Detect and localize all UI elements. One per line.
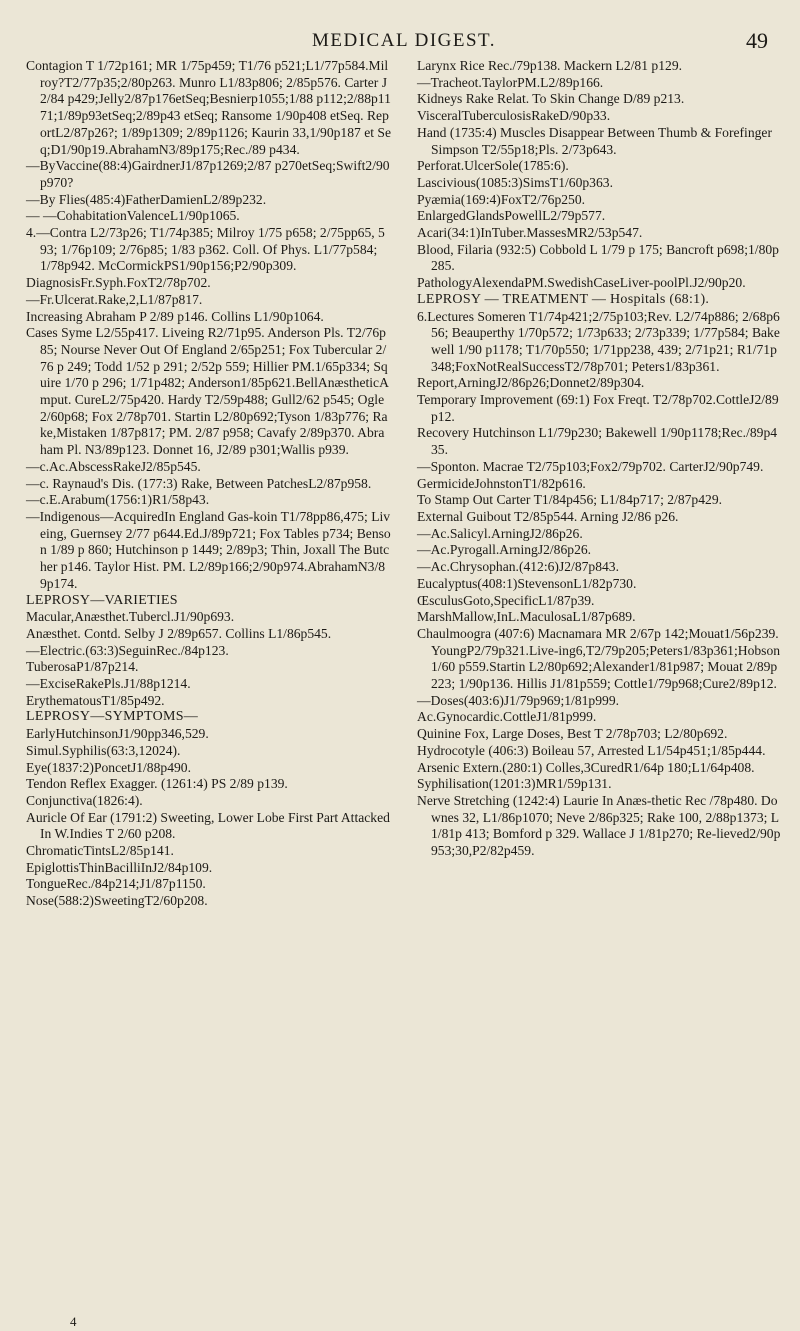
index-entry: 4.—Contra L2/73p26; T1/74p385; Milroy 1/75 p658; 2/75pp65, 593; 1/76p109; 2/76p85; 1/83 p362. Coll. Of Phys. L1/77p584; 1/78p942. McCormickPS1/90p156;P2/90p309. — [26, 225, 385, 274]
index-entry: —Doses(403:6)J1/79p969;1/81p999. — [417, 692, 620, 708]
index-entry: LEPROSY — TREATMENT — Hospitals (68:1). — [417, 291, 710, 307]
index-entry: EpiglottisThinBacilliInJ2/84p109. — [26, 859, 213, 875]
index-entry: MarshMallow,InL.MaculosaL1/87p689. — [417, 609, 636, 625]
index-entry: Chaulmoogra (407:6) Macnamara MR 2/67p 142;Mouat1/56p239.YoungP2/79p321.Live-ing6,T2/79p205;Peters1/83p361;Hobson1/60 p559.Startin L2/80p692;Alexander1/81p987; Mouat 2/89p223; 1/90p136. Hillis J1/81p559; Cottle1/79p968;Cure2/89p12. — [417, 625, 781, 692]
right-column — [417, 58, 782, 910]
index-entry: LEPROSY—VARIETIES — [26, 592, 178, 608]
index-entry: —Electric.(63:3)SeguinRec./84p123. — [26, 642, 229, 658]
index-entry: Macular,Anæsthet.Tubercl.J1/90p693. — [26, 609, 235, 625]
index-entry: Anæsthet. Contd. Selby J 2/89p657. Collins L1/86p545. — [26, 625, 332, 641]
index-entry: Syphilisation(1201:3)MR1/59p131. — [417, 776, 612, 792]
index-entry: —ByVaccine(88:4)GairdnerJ1/87p1269;2/87 p270etSeq;Swift2/90p970? — [26, 158, 390, 190]
index-entry: TongueRec./84p214;J1/87p1150. — [26, 876, 206, 892]
index-entry: — —CohabitationValenceL1/90p1065. — [26, 208, 240, 224]
printer-signature: 4 — [70, 1314, 77, 1329]
index-entry: Hand (1735:4) Muscles Disappear Between Thumb & Forefinger Simpson T2/55p18;Pls. 2/73p643. — [417, 124, 772, 157]
index-entry: Lascivious(1085:3)SimsT1/60p363. — [417, 174, 613, 190]
page-number: 49 — [746, 28, 768, 53]
index-entry: Perforat.UlcerSole(1785:6). — [417, 158, 569, 174]
index-entry: Contagion T 1/72p161; MR 1/75p459; T1/76 p521;L1/77p584.Milroy?T2/77p35;2/80p263. Munro L1/83p806; 2/85p576. Carter J2/84 p429;Jelly2/87p176etSeq;Besnierp1055;1/88 p112;2/88p1171;1/89p93etSeq;2/89p43 etSeq; Ransome 1/90p408 etSeq. ReportL2/87p26?; 1/89p1309; 2/89p1126; Kaurin 33,1/90p187 et Seq;D1/90p19.AbrahamN3/89p175;Rec./89 p434. — [26, 58, 392, 157]
index-entry: Larynx Rice Rec./79p138. Mackern L2/81 p129. — [417, 58, 683, 73]
index-entry: Conjunctiva(1826:4). — [26, 792, 143, 808]
index-entry: LEPROSY—SYMPTOMS— — [26, 709, 199, 725]
index-entry: Increasing Abraham P 2/89 p146. Collins L1/90p1064. — [26, 308, 324, 324]
index-entry: Report,ArningJ2/86p26;Donnet2/89p304. — [417, 375, 645, 391]
index-entry: PathologyAlexendaPM.SwedishCaseLiver-poolPl.J2/90p20. — [417, 275, 746, 291]
index-entry: EarlyHutchinsonJ1/90pp346,529. — [26, 726, 209, 742]
index-entry: —By Flies(485:4)FatherDamienL2/89p232. — [26, 191, 267, 207]
index-entry: Nose(588:2)SweetingT2/60p208. — [26, 893, 208, 909]
index-entry: ChromaticTintsL2/85p141. — [26, 843, 174, 859]
index-entry: External Guibout T2/85p544. Arning J2/86 p26. — [417, 508, 679, 524]
page-header — [26, 0, 782, 58]
index-entry: GermicideJohnstonT1/82p616. — [417, 475, 586, 491]
running-title: MEDICAL DIGEST. — [312, 30, 496, 51]
index-entry: —Sponton. Macrae T2/75p103;Fox2/79p702. CarterJ2/90p749. — [417, 458, 764, 474]
index-columns — [26, 58, 782, 910]
index-entry: 6.Lectures Someren T1/74p421;2/75p103;Rev. L2/74p886; 2/68p656; Beauperthy 1/70p572; 1/73p633; 2/73p339; 1/77p584; Bakewell 1/90 p1178; T1/70p550; 1/71pp238, 439; 2/71p21; R1/71p348;FoxNotRealSuccessT2/78p701; Peters1/83p361. — [417, 308, 780, 374]
index-entry: Quinine Fox, Large Doses, Best T 2/78p703; L2/80p692. — [417, 726, 728, 742]
index-entry: Auricle Of Ear (1791:2) Sweeting, Lower Lobe First Part Attacked In W.Indies T 2/60 p208. — [26, 809, 390, 842]
index-entry: Acari(34:1)InTuber.MassesMR2/53p547. — [417, 225, 643, 241]
index-entry: —c. Raynaud's Dis. (177:3) Rake, Between PatchesL2/87p958. — [26, 475, 372, 491]
index-entry: —Fr.Ulcerat.Rake,2,L1/87p817. — [26, 291, 203, 307]
index-entry: Eye(1837:2)PoncetJ1/88p490. — [26, 759, 191, 775]
index-entry: TuberosaP1/87p214. — [26, 659, 139, 675]
index-entry: Tendon Reflex Exagger. (1261:4) PS 2/89 p139. — [26, 776, 288, 792]
index-entry: To Stamp Out Carter T1/84p456; L1/84p717; 2/87p429. — [417, 492, 723, 508]
index-entry: —Tracheot.TaylorPM.L2/89p166. — [417, 74, 604, 90]
index-entry: Arsenic Extern.(280:1) Colles,3CuredR1/64p 180;L1/64p408. — [417, 759, 755, 775]
index-entry: Temporary Improvement (69:1) Fox Freqt. T2/78p702.CottleJ2/89p12. — [417, 392, 779, 424]
index-entry: VisceralTuberculosisRakeD/90p33. — [417, 108, 611, 124]
index-entry: —c.Ac.AbscessRakeJ2/85p545. — [26, 458, 201, 474]
index-entry: Nerve Stretching (1242:4) Laurie In Anæs-thetic Rec /78p480. Downes 32, L1/86p1070; Neve 2/86p325; Rake 100, 2/88p1373; L1/81p 413; Bomford p 329. Wallace J 1/81p270; Re-lieved2/90p953;30,P2/82p459. — [417, 792, 781, 859]
index-entry: —Ac.Salicyl.ArningJ2/86p26. — [417, 525, 583, 541]
index-entry: EnlargedGlandsPowellL2/79p577. — [417, 208, 606, 224]
index-entry: ErythematousT1/85p492. — [26, 692, 165, 708]
index-entry: —Ac.Pyrogall.ArningJ2/86p26. — [417, 542, 592, 558]
index-entry: Cases Syme L2/55p417. Liveing R2/71p95. Anderson Pls. T2/76p85; Nourse Never Out Of England 2/65p251; Fox Tubercular 2/76 p 249; Todd 1/52 p 291; 2/52p 559; Hillier PM.1/65p334; Squire 1/70 p 296; 1/71p482; Anderson1/85p621.BellAnæstheticAmput. CureL2/75p420. Hardy T2/59p488; Gull2/62 p545; Ogle 2/60p68; Fox 2/78p701. Startin L2/80p692;Tyson 1/83p776; Rake,Mistaken 1/87p817; PM. 2/87 p958; Cavafy 2/89p370. Abraham Pl. N3/89p123. Donnet 16, J2/89 p301;Wallis p939. — [26, 325, 389, 458]
index-entry: —Indigenous—AcquiredIn England Gas-koin T1/78pp86,475; Liveing, Guernsey 2/77 p644.Ed.J/89p721; Fox Tables p734; Benson 1/89 p 860; Hutchinson p 1449; 2/89p3; Thin, Joxall The Butcher p146. Taylor Hist. PM. L2/89p166;2/90p974.AbrahamN3/89p174. — [26, 508, 391, 591]
index-entry: ŒsculusGoto,SpecificL1/87p39. — [417, 592, 595, 608]
index-entry: Kidneys Rake Relat. To Skin Change D/89 p213. — [417, 91, 685, 107]
index-entry: —ExciseRakePls.J1/88p1214. — [26, 676, 191, 692]
index-entry: —Ac.Chrysophan.(412:6)J2/87p843. — [417, 559, 620, 575]
index-entry: Blood, Filaria (932:5) Cobbold L 1/79 p 175; Bancroft p698;1/80p285. — [417, 241, 779, 274]
index-entry: Hydrocotyle (406:3) Boileau 57, Arrested L1/54p451;1/85p444. — [417, 742, 766, 758]
index-entry: Simul.Syphilis(63:3,12024). — [26, 742, 181, 758]
index-entry: Recovery Hutchinson L1/79p230; Bakewell 1/90p1178;Rec./89p435. — [417, 425, 778, 458]
index-entry: Pyæmia(169:4)FoxT2/76p250. — [417, 191, 586, 207]
index-entry: —c.E.Arabum(1756:1)R1/58p43. — [26, 492, 210, 508]
left-column — [26, 58, 391, 910]
index-entry: Ac.Gynocardic.CottleJ1/81p999. — [417, 709, 597, 725]
index-entry: Eucalyptus(408:1)StevensonL1/82p730. — [417, 575, 637, 591]
index-entry: DiagnosisFr.Syph.FoxT2/78p702. — [26, 275, 211, 291]
